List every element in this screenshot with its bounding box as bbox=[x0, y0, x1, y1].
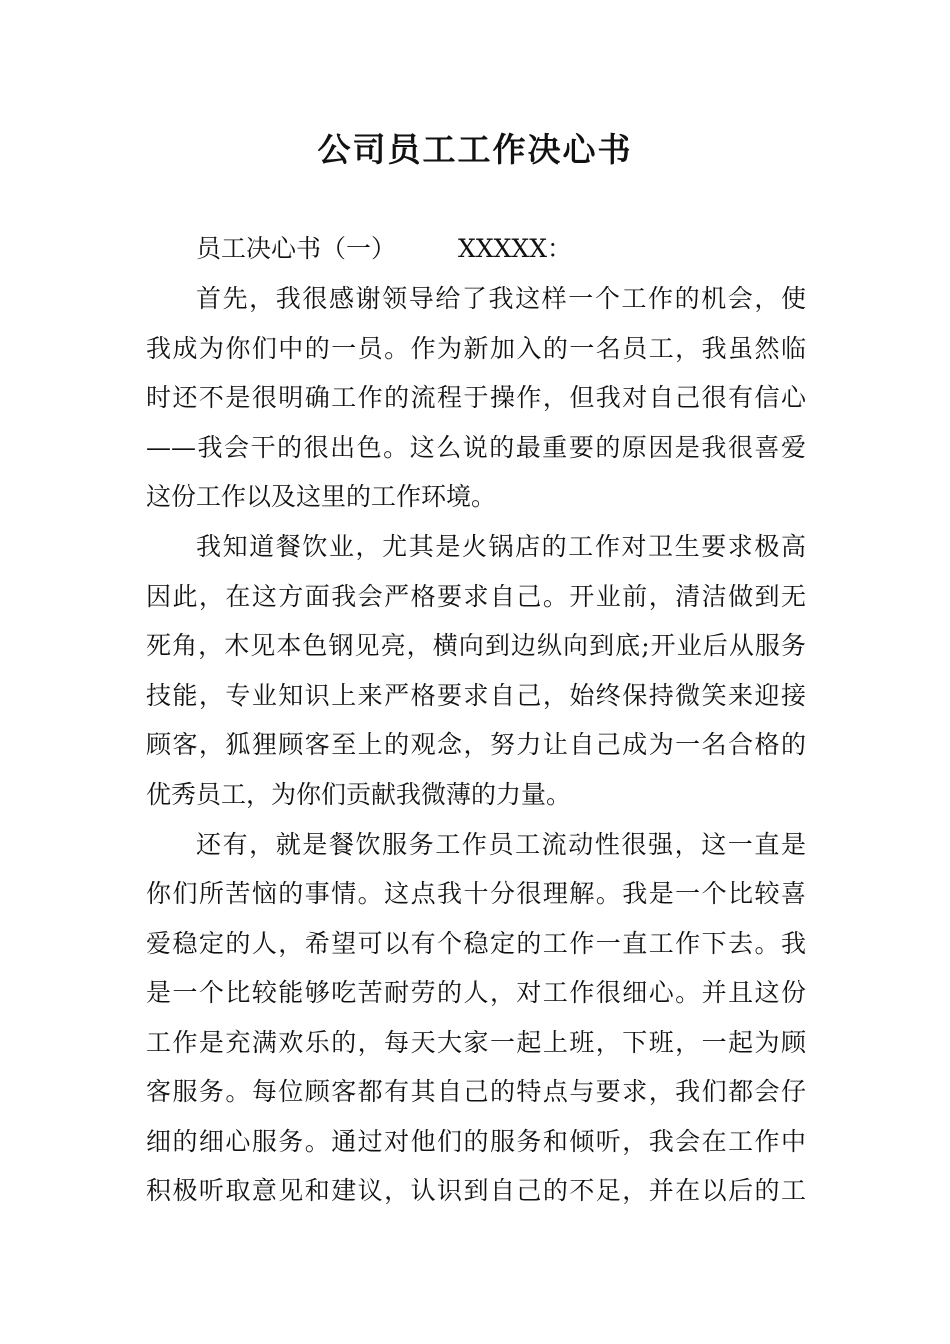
body-line: 还有，就是餐饮服务工作员工流动性很强，这一直是 bbox=[196, 830, 806, 859]
body-line: 我成为你们中的一员。作为新加入的一名员工，我虽然临 bbox=[146, 334, 806, 363]
body-line: 时还不是很明确工作的流程于操作，但我对自己很有信心 bbox=[146, 383, 806, 412]
body-line: 优秀员工，为你们贡献我微薄的力量。 bbox=[146, 780, 572, 809]
body-line: 顾客，狐狸顾客至上的观念，努力让自己成为一名合格的 bbox=[146, 730, 806, 759]
body-line: 死角，木见本色钢见亮，横向到边纵向到底;开业后从服务 bbox=[146, 631, 806, 660]
body-line: 积极听取意见和建议，认识到自己的不足，并在以后的工 bbox=[146, 1176, 806, 1205]
body-line: 爱稳定的人，希望可以有个稳定的工作一直工作下去。我 bbox=[146, 929, 806, 958]
body-line: 工作是充满欢乐的，每天大家一起上班，下班，一起为顾 bbox=[146, 1028, 806, 1057]
body-line: 是一个比较能够吃苦耐劳的人，对工作很细心。并且这份 bbox=[146, 978, 806, 1007]
body-line: 首先，我很感谢领导给了我这样一个工作的机会，使 bbox=[196, 284, 806, 313]
body-line: 细的细心服务。通过对他们的服务和倾听，我会在工作中 bbox=[146, 1127, 806, 1156]
body-line: 客服务。每位顾客都有其自己的特点与要求，我们都会仔 bbox=[146, 1077, 806, 1106]
document-title: 公司员工工作决心书 bbox=[317, 130, 633, 169]
salutation-heading: 员工决心书（一） bbox=[196, 234, 397, 263]
salutation-addressee: XXXXX： bbox=[458, 234, 573, 263]
body-line: 因此，在这方面我会严格要求自己。开业前，清洁做到无 bbox=[146, 582, 806, 611]
body-line: 技能，专业知识上来严格要求自己，始终保持微笑来迎接 bbox=[146, 681, 806, 710]
salutation-line bbox=[196, 232, 572, 266]
body-line: 你们所苦恼的事情。这点我十分很理解。我是一个比较喜 bbox=[146, 879, 806, 908]
body-line: 这份工作以及这里的工作环境。 bbox=[146, 482, 497, 511]
body-line: ——我会干的很出色。这么说的最重要的原因是我很喜爱 bbox=[146, 433, 806, 462]
body-line: 我知道餐饮业，尤其是火锅店的工作对卫生要求极高 bbox=[196, 532, 806, 561]
